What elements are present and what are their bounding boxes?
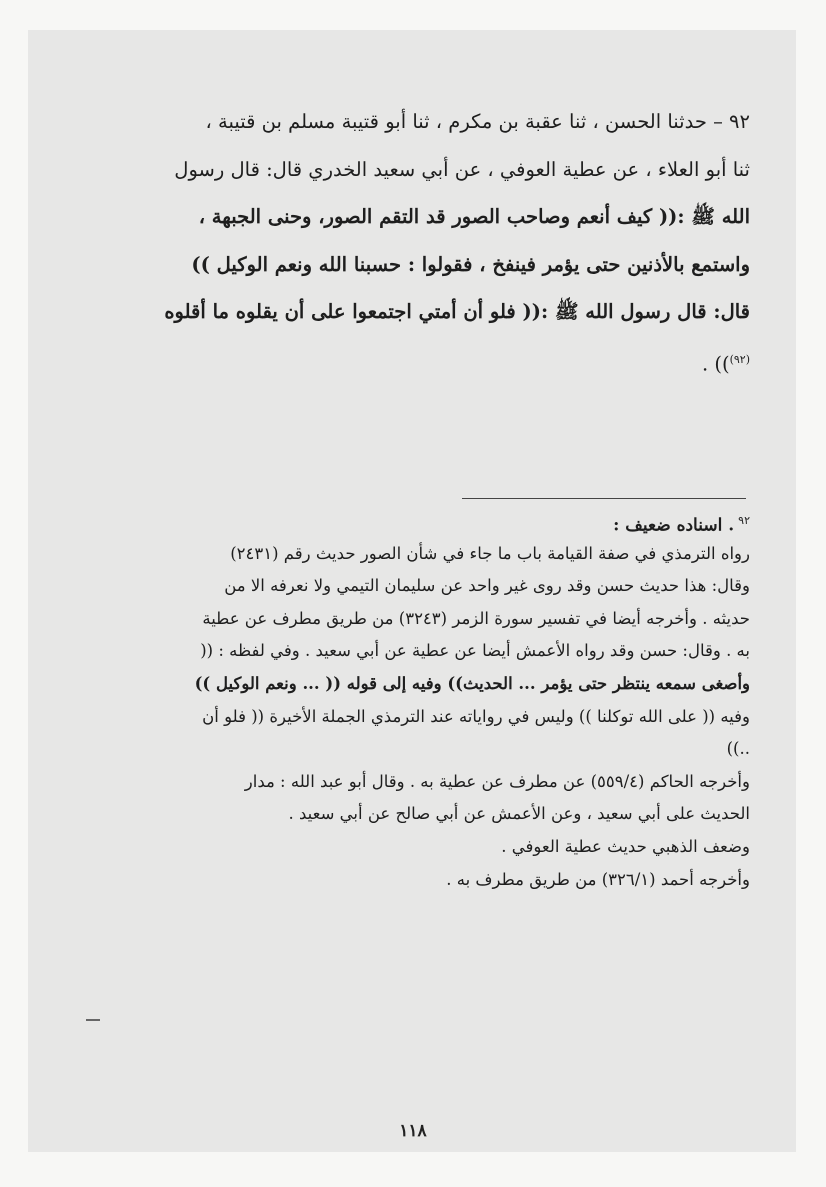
footnote <box>75 505 750 896</box>
footnote-line: ..)) <box>726 739 750 759</box>
footnote-line: به . وقال: حسن وقد رواه الأعمش أيضا عن عطية عن أبي سعيد . وفي لفظه : (( <box>200 641 750 661</box>
footnote-line: وأصغى سمعه ينتظر حتى يؤمر ... الحديث)) وفيه إلى قوله (( ... ونعم الوكيل )) <box>194 673 750 693</box>
footnote-line: وقال: هذا حديث حسن وقد روى غير واحد عن سليمان التيمي ولا نعرفه الا من <box>224 576 750 596</box>
footnote-heading: . اسناده ضعيف : <box>613 515 735 536</box>
hadith-line-2: ثنا أبو العلاء ، عن عطية العوفي ، عن أبي سعيد الخدري قال: قال رسول <box>174 157 750 181</box>
margin-mark <box>86 1019 100 1021</box>
hadith-text <box>75 98 750 383</box>
hadith-line-1: ٩٢ – حدثنا الحسن ، ثنا عقبة بن مكرم ، ثنا أبو قتيبة مسلم بن قتيبة ، <box>205 110 750 133</box>
footnote-line: وفيه (( على الله توكلنا )) وليس في رواياته عند الترمذي الجملة الأخيرة (( فلو أن <box>202 706 750 726</box>
footnote-line: وضعف الذهبي حديث عطية العوفي . <box>501 836 750 856</box>
footnote-line: وأخرجه الحاكم (٥٥٩/٤) عن مطرف عن عطية به . وقال أبو عبد الله : مدار <box>244 771 750 791</box>
hadith-line-3: الله ﷺ :(( كيف أنعم وصاحب الصور قد التقم الصور، وحنى الجبهة ، <box>198 205 750 228</box>
footnote-heading-line <box>75 505 750 538</box>
page-number: ١١٨ <box>399 1121 427 1141</box>
hadith-line-6 <box>75 336 750 384</box>
footnote-line: حديثه . وأخرجه أيضا في تفسير سورة الزمر (٣٢٤٣) من طريق مطرف عن عطية <box>202 608 750 628</box>
hadith-ref: (٩٢) <box>729 352 750 366</box>
footnote-line: الحديث على أبي سعيد ، وعن الأعمش عن أبي صالح عن أبي سعيد . <box>288 804 750 824</box>
hadith-line-4: واستمع بالأذنين حتى يؤمر فينفخ ، فقولوا : حسبنا الله ونعم الوكيل )) <box>191 252 750 276</box>
footnote-line: رواه الترمذي في صفة القيامة باب ما جاء في شأن الصور حديث رقم (٢٤٣١) <box>230 543 750 563</box>
footnote-line: وأخرجه أحمد (٣٢٦/١) من طريق مطرف به . <box>446 869 750 889</box>
footnote-number: ٩٢ <box>738 514 750 527</box>
hadith-line-5: قال: قال رسول الله ﷺ :(( فلو أن أمتي اجتمعوا على أن يقلوه ما أقلوه <box>164 300 750 323</box>
footnote-divider <box>462 498 746 499</box>
hadith-line-6-text: )) . <box>701 352 730 375</box>
